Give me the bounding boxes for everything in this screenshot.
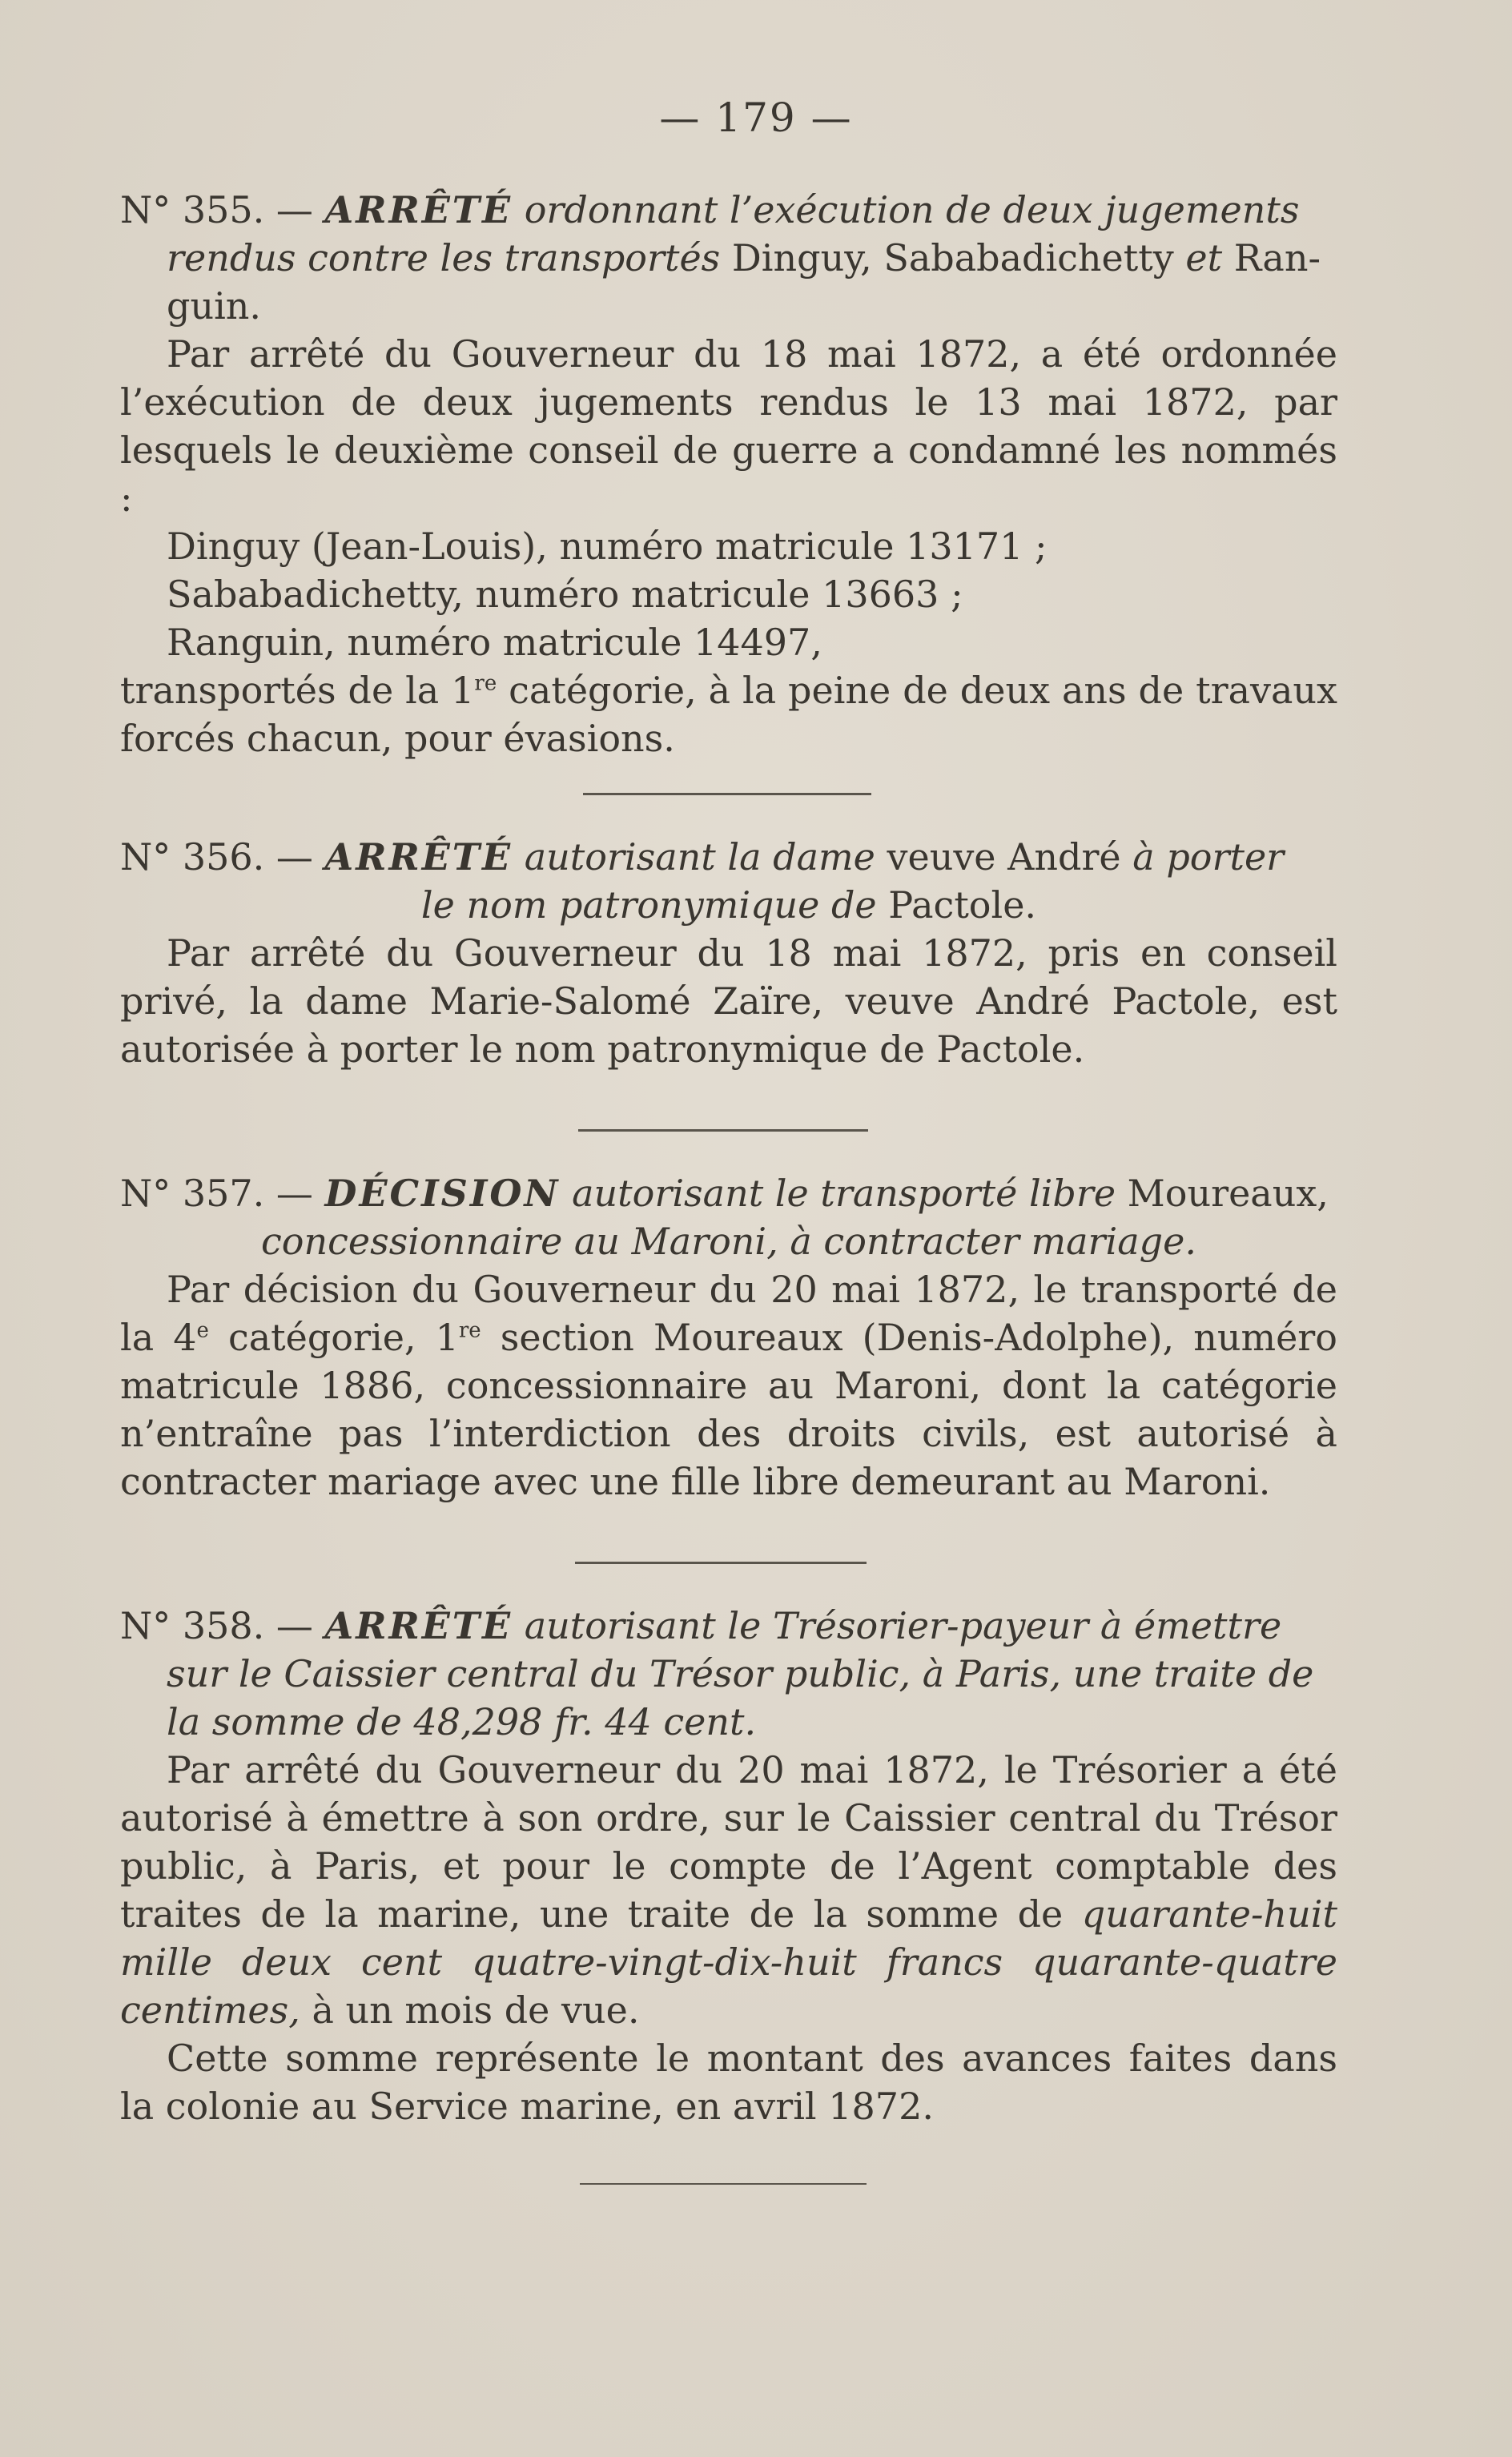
separator-rule <box>583 793 871 795</box>
list-item: Dinguy (Jean-Louis), numéro matricule 13171 ; <box>167 525 1048 568</box>
paragraph-text: Par arrêté du Gouverneur du 20 mai 1872, le Trésorier a été autorisé à émettre à son ordre, sur le Caissier central du Trésor public, à Paris, et pour le compte de l’Agent comptable des traites de la marine, une traite de la somme de <box>120 1748 1337 1936</box>
paragraph-text: Par décision du Gouverneur du 20 mai 1872, le transporté de la 4 <box>120 1268 1337 1359</box>
heading-continuation <box>120 234 1337 282</box>
entry-keyword: ARRÊTÉ <box>324 835 513 879</box>
entry-keyword: ARRÊTÉ <box>324 188 513 231</box>
superscript: re <box>458 1318 481 1343</box>
heading-continuation <box>120 282 1337 330</box>
heading-continuation <box>120 1217 1337 1265</box>
heading-text: le nom patronymique de <box>420 883 877 927</box>
heading-text: autorisant le transporté libre <box>572 1172 1116 1215</box>
heading-names: Moureaux, <box>1127 1172 1329 1215</box>
entry-heading <box>120 1602 1337 1650</box>
superscript: e <box>196 1318 209 1343</box>
heading-continuation <box>120 1650 1337 1698</box>
heading-text: à porter <box>1132 835 1285 879</box>
superscript: re <box>474 671 497 696</box>
paragraph-italic-text: quarante-huit mille deux cent quatre-vingt-dix-huit francs quarante-quatre centimes, <box>120 1892 1337 2032</box>
paragraph: Par arrêté du Gouverneur du 18 mai 1872, pris en conseil privé, la dame Marie-Salomé Zaïre, veuve André Pactole, est autorisée à porter le nom patronymique de Pactole. <box>120 931 1337 1071</box>
paragraph <box>120 1746 1337 2034</box>
entry-number: N° 357. — <box>120 1172 313 1215</box>
paragraph-text: à un mois de vue. <box>300 1989 640 2032</box>
heading-continuation <box>120 1698 1337 1746</box>
entry-keyword: ARRÊTÉ <box>324 1604 513 1647</box>
heading-text: et <box>1185 236 1223 279</box>
separator-rule <box>578 1129 868 1132</box>
list-item: Ranguin, numéro matricule 14497, <box>167 621 822 664</box>
heading-text: rendus contre les transportés <box>167 236 721 279</box>
entry-keyword: DÉCISION <box>324 1172 561 1215</box>
heading-names: Pactole. <box>888 883 1037 927</box>
separator-rule <box>580 2183 867 2185</box>
entry-356 <box>120 833 1337 1073</box>
entry-357 <box>120 1169 1337 1506</box>
paragraph-text: transportés de la 1 <box>120 669 475 712</box>
heading-text: ordonnant l’exécution de deux jugements <box>524 188 1300 231</box>
list-item: Sababadichetty, numéro matricule 13663 ; <box>167 573 963 616</box>
heading-text: sur le Caissier central du Trésor public, à Paris, une traite de <box>167 1652 1314 1695</box>
heading-continuation <box>120 881 1337 929</box>
heading-names: Ran- <box>1233 236 1321 279</box>
heading-text: la somme de 48,298 fr. 44 cent. <box>167 1700 757 1743</box>
heading-text: autorisant la dame <box>524 835 875 879</box>
heading-text: autorisant le Trésorier-payeur à émettre <box>524 1604 1282 1647</box>
paragraph-text: section Moureaux (Denis-Adolphe), numéro matricule 1886, concessionnaire au Maroni, dont la catégorie n’entraîne pas l’interdiction des droits civils, est autorisé à contracter mariage avec une fille libre demeurant au Maroni. <box>120 1316 1337 1503</box>
heading-names: veuve André <box>887 835 1121 879</box>
entry-358 <box>120 1602 1337 2130</box>
separator-rule <box>575 1562 867 1564</box>
paragraph <box>120 666 1337 762</box>
paragraph-text: catégorie, 1 <box>208 1316 459 1359</box>
entry-355 <box>120 186 1337 762</box>
entry-number: N° 356. — <box>120 835 313 879</box>
heading-text: concessionnaire au Maroni, à contracter mariage. <box>261 1220 1196 1263</box>
paragraph: Par arrêté du Gouverneur du 18 mai 1872, a été ordonnée l’exécution de deux jugements rendus le 13 mai 1872, par lesquels le deuxième conseil de guerre a condamné les nommés : <box>120 332 1337 520</box>
paragraph-text: catégorie, à la peine de deux ans de travaux forcés chacun, pour évasions. <box>120 669 1337 760</box>
heading-names: Dinguy, Sababadichetty <box>731 236 1174 279</box>
page-number: — 179 — <box>659 94 853 141</box>
paragraph: Cette somme représente le montant des avances faites dans la colonie au Service marine, en avril 1872. <box>120 2037 1337 2128</box>
entry-number: N° 355. — <box>120 188 313 231</box>
entry-heading <box>120 186 1337 234</box>
entry-number: N° 358. — <box>120 1604 313 1647</box>
entry-heading <box>120 1169 1337 1217</box>
entry-heading <box>120 833 1337 881</box>
paragraph <box>120 1265 1337 1506</box>
heading-names: guin. <box>167 284 262 328</box>
